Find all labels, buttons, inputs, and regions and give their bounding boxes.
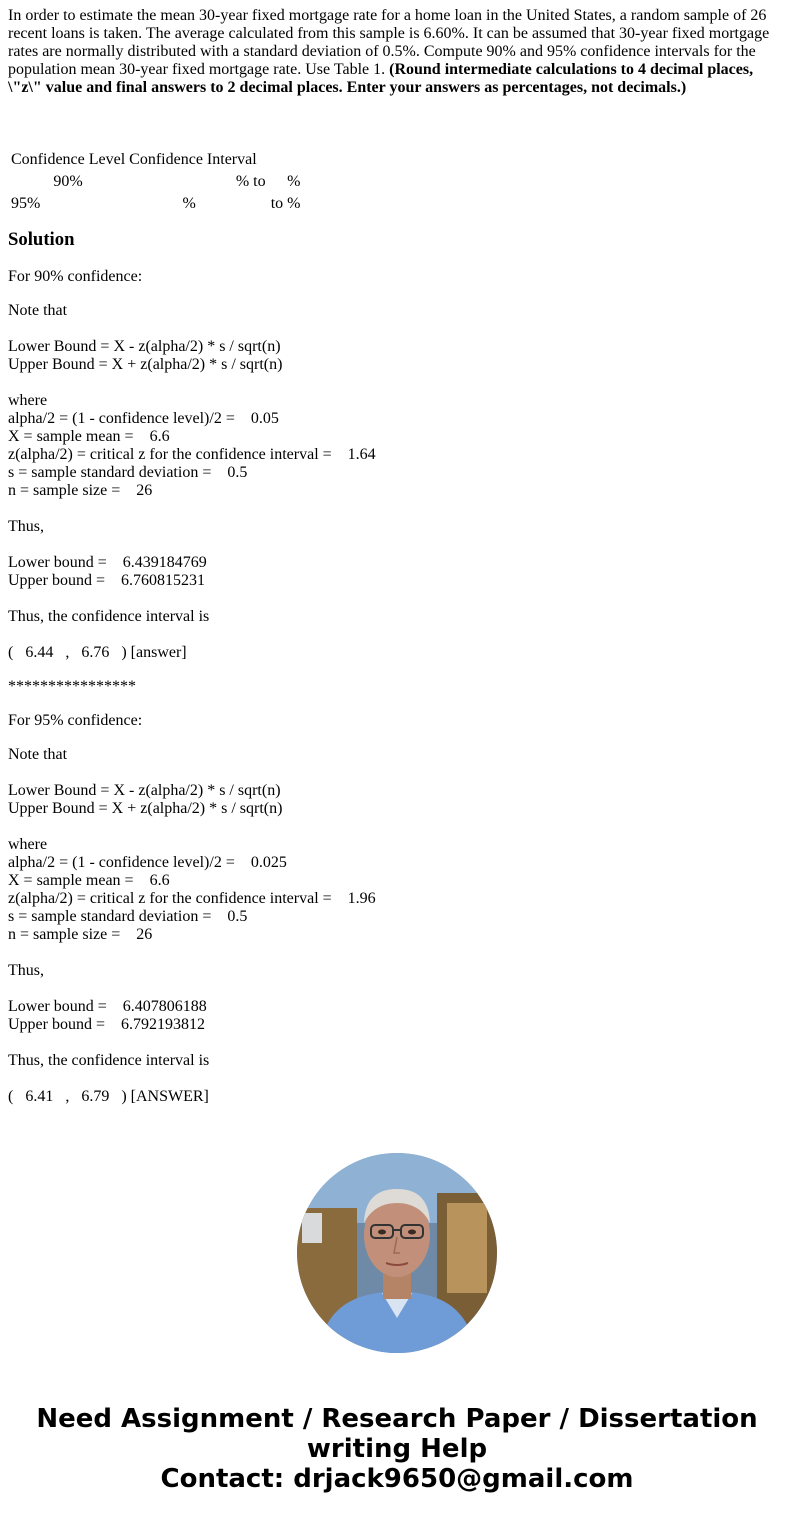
solution-line: X = sample mean = 6.6 (8, 872, 170, 889)
solution-line: Upper Bound = X + z(alpha/2) * s / sqrt(n) (8, 800, 283, 817)
solution-line: Lower Bound = X - z(alpha/2) * s / sqrt(n) (8, 338, 281, 355)
solution-line: Thus, the confidence interval is (8, 608, 210, 625)
table-row (10, 172, 302, 192)
solution-line: Lower bound = 6.407806188 (8, 998, 207, 1015)
solution-answer: ( 6.41 , 6.79 ) [ANSWER] (8, 1088, 209, 1105)
promo-line-1: Need Assignment / Research Paper / Dissertation (36, 1404, 758, 1434)
solution-line: Upper bound = 6.760815231 (8, 572, 206, 589)
row-90-level: 90% (53, 173, 83, 190)
row-95-percent-upper: % (287, 195, 301, 212)
solution-line: Upper Bound = X + z(alpha/2) * s / sqrt(n) (8, 356, 283, 373)
question-instructions: (Round intermediate calculations to 4 decimal places, \"z\" value and final answers to 2 decimal places. Enter your answers as percentages, not decimals.) (8, 61, 754, 96)
solution-line: s = sample standard deviation = 0.5 (8, 908, 248, 925)
solution-line: Note that (8, 302, 68, 319)
promo-contact: Contact: drjack9650@gmail.com (160, 1464, 634, 1494)
solution-line: n = sample size = 26 (8, 482, 153, 499)
solution-line: For 90% confidence: (8, 268, 143, 285)
table-row (10, 194, 302, 214)
row-95-level: 95% (11, 195, 41, 212)
solution-line: Note that (8, 746, 68, 763)
solution-answer: ( 6.44 , 6.76 ) [answer] (8, 644, 187, 661)
solution-line: alpha/2 = (1 - confidence level)/2 = 0.05 (8, 410, 279, 427)
row-95-to: to (270, 195, 284, 212)
solution-heading: Solution (8, 229, 75, 250)
header-confidence-interval: Confidence Interval (129, 151, 257, 168)
solution-line: Thus, the confidence interval is (8, 1052, 210, 1069)
solution-line: s = sample standard deviation = 0.5 (8, 464, 248, 481)
solution-line: n = sample size = 26 (8, 926, 153, 943)
confidence-interval-table (8, 148, 304, 216)
promo-banner (0, 1404, 794, 1494)
header-confidence-level: Confidence Level (11, 151, 126, 168)
row-90-to: to (253, 173, 266, 190)
row-90-percent-upper: % (287, 173, 301, 190)
solution-line: X = sample mean = 6.6 (8, 428, 170, 445)
promo-line-2: writing Help (306, 1434, 488, 1464)
solution-line: where (8, 392, 48, 409)
solution-line: Thus, (8, 962, 44, 979)
author-photo (297, 1153, 497, 1353)
solution-line: Lower bound = 6.439184769 (8, 554, 207, 571)
question-body: In order to estimate the mean 30-year fixed mortgage rate for a home loan in the United States, a random sample of 26 recent loans is taken. The average calculated from this sample is 6.60%. It can be assumed that 30-year fixed mortgage rates are normally distributed with a standard deviation of 0.5%. Compute 90% and 95% confidence intervals for the population mean 30-year fixed mortgage rate. Use Table 1. (8, 7, 770, 78)
table-header-row (10, 150, 302, 170)
solution-separator: **************** (8, 678, 136, 695)
solution-line: Lower Bound = X - z(alpha/2) * s / sqrt(n) (8, 782, 281, 799)
solution-line: Upper bound = 6.792193812 (8, 1016, 206, 1033)
solution-line: z(alpha/2) = critical z for the confidence interval = 1.96 (8, 890, 376, 907)
solution-line: where (8, 836, 48, 853)
question-text (8, 7, 786, 97)
row-90-percent-lower: % (235, 173, 250, 190)
solution-line: Thus, (8, 518, 44, 535)
solution-line: alpha/2 = (1 - confidence level)/2 = 0.025 (8, 854, 287, 871)
row-95-percent-lower: % (182, 195, 196, 212)
solution-line: For 95% confidence: (8, 712, 143, 729)
solution-line: z(alpha/2) = critical z for the confidence interval = 1.64 (8, 446, 376, 463)
